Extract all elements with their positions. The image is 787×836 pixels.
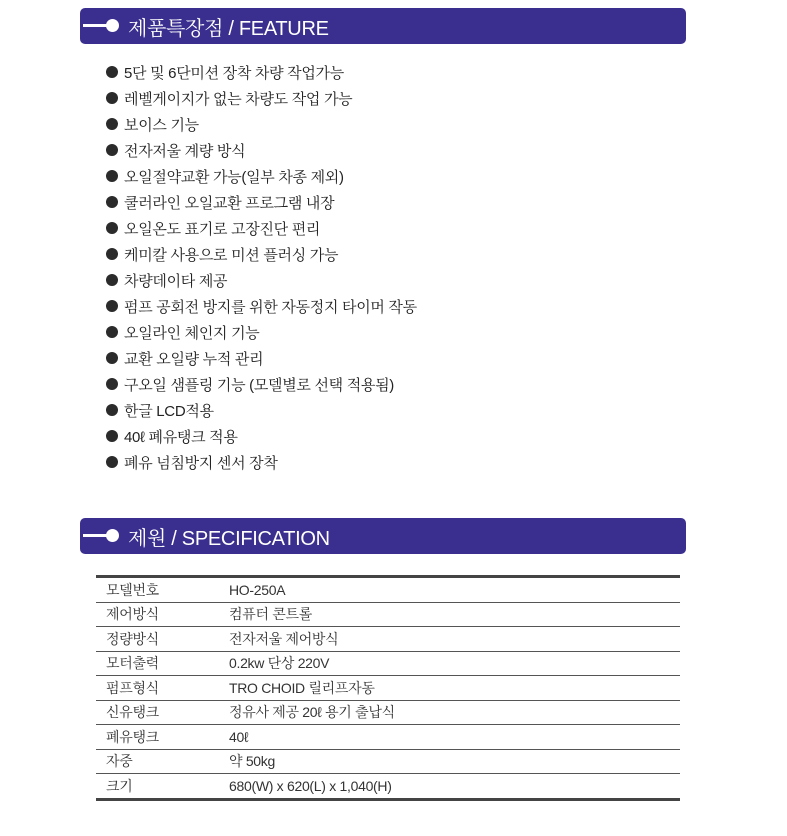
feature-list (106, 59, 417, 475)
table-row (96, 725, 680, 750)
table-row (96, 651, 680, 676)
feature-item (106, 85, 417, 111)
spec-value: 정유사 제공 20ℓ 용기 출납식 (229, 700, 680, 725)
feature-item-text: 오일절약교환 가능(일부 차종 제외) (124, 168, 344, 186)
feature-item (106, 59, 417, 85)
bullet-icon (106, 430, 118, 442)
bullet-icon (106, 248, 118, 260)
bullet-icon (106, 222, 118, 234)
spec-value: 약 50kg (229, 749, 680, 774)
feature-item-text: 오일라인 체인지 기능 (124, 324, 260, 342)
feature-item-text: 보이스 기능 (124, 116, 199, 134)
feature-item (106, 215, 417, 241)
feature-item-text: 교환 오일량 누적 관리 (124, 350, 264, 368)
feature-item (106, 319, 417, 345)
table-row (96, 627, 680, 652)
feature-item (106, 163, 417, 189)
spec-key: 모델번호 (96, 577, 229, 603)
bullet-icon (106, 378, 118, 390)
bullet-icon (106, 274, 118, 286)
table-row (96, 700, 680, 725)
spec-value: 컴퓨터 콘트롤 (229, 602, 680, 627)
bullet-icon (106, 118, 118, 130)
feature-item (106, 423, 417, 449)
bullet-icon (106, 144, 118, 156)
spec-key: 펌프형식 (96, 676, 229, 701)
feature-item-text: 쿨러라인 오일교환 프로그램 내장 (124, 194, 335, 212)
spec-key: 신유탱크 (96, 700, 229, 725)
feature-item (106, 111, 417, 137)
spec-section-title: 제원 / SPECIFICATION (128, 527, 330, 550)
feature-item (106, 241, 417, 267)
line-dot-icon (80, 518, 120, 554)
feature-item (106, 345, 417, 371)
bullet-icon (106, 404, 118, 416)
spec-value: 전자저울 제어방식 (229, 627, 680, 652)
bullet-icon (106, 456, 118, 468)
feature-item (106, 293, 417, 319)
bullet-icon (106, 92, 118, 104)
feature-item-text: 5단 및 6단미션 장착 차량 작업가능 (124, 64, 344, 82)
feature-item-text: 전자저울 계량 방식 (124, 142, 246, 160)
spec-value: 680(W) x 620(L) x 1,040(H) (229, 777, 392, 794)
spec-key: 제어방식 (96, 602, 229, 627)
spec-key: 모터출력 (96, 651, 229, 676)
table-row (96, 749, 680, 774)
feature-item (106, 397, 417, 423)
spec-section-header (80, 518, 686, 554)
bullet-icon (106, 170, 118, 182)
bullet-icon (106, 300, 118, 312)
spec-value: TRO CHOID 릴리프자동 (229, 676, 680, 701)
feature-item-text: 펌프 공회전 방지를 위한 자동정지 타이머 작동 (124, 298, 417, 316)
spec-key: 크기 (106, 777, 133, 794)
spec-key: 자중 (96, 749, 229, 774)
feature-item-text: 차량데이타 제공 (124, 272, 228, 290)
feature-item (106, 371, 417, 397)
feature-item-text: 구오일 샘플링 기능 (모델별로 선택 적용됨) (124, 376, 394, 394)
table-row (96, 602, 680, 627)
spec-value: HO-250A (229, 577, 680, 603)
feature-item (106, 449, 417, 475)
feature-item-text: 오일온도 표기로 고장진단 편리 (124, 220, 321, 238)
bullet-icon (106, 196, 118, 208)
table-row (96, 676, 680, 701)
feature-section-header (80, 8, 686, 44)
spec-value: 40ℓ (229, 725, 680, 750)
feature-item-text: 레벨게이지가 없는 차량도 작업 가능 (124, 90, 353, 108)
feature-item-text: 폐유 넘침방지 센서 장착 (124, 454, 278, 472)
bullet-icon (106, 352, 118, 364)
feature-item (106, 189, 417, 215)
table-row (96, 577, 680, 603)
feature-item (106, 267, 417, 293)
spec-value: 0.2kw 단상 220V (229, 651, 680, 676)
spec-key: 폐유탱크 (96, 725, 229, 750)
bullet-icon (106, 326, 118, 338)
spec-table (96, 575, 680, 801)
line-dot-icon (80, 8, 120, 44)
feature-item-text: 한글 LCD적용 (124, 402, 214, 420)
feature-item-text: 40ℓ 폐유탱크 적용 (124, 428, 238, 446)
table-row (96, 774, 680, 800)
feature-item (106, 137, 417, 163)
feature-section-title: 제품특장점 / FEATURE (128, 17, 329, 40)
bullet-icon (106, 66, 118, 78)
feature-item-text: 케미칼 사용으로 미션 플러싱 가능 (124, 246, 339, 264)
spec-key: 정량방식 (96, 627, 229, 652)
